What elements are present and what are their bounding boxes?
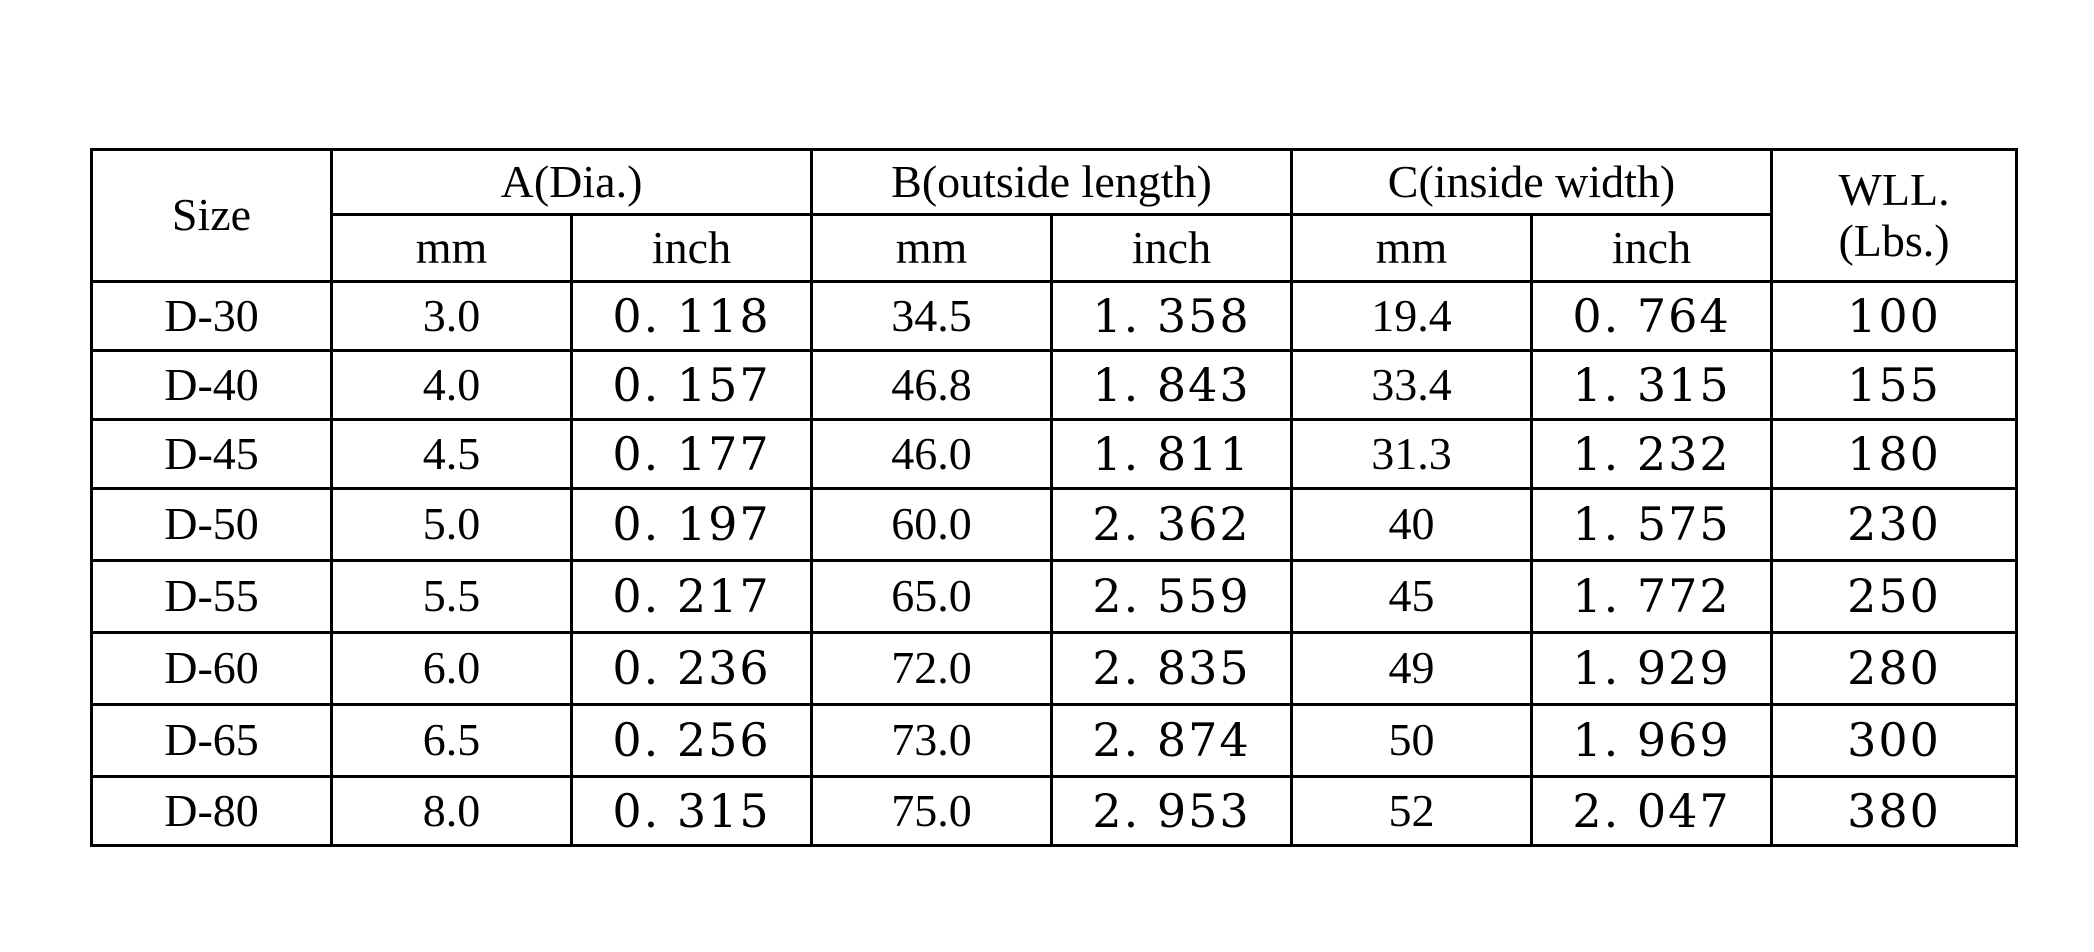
- table-body: [92, 282, 2017, 846]
- cell-a-mm: 8.0: [332, 777, 572, 846]
- unit-header-b-inch: inch: [1052, 215, 1292, 282]
- cell-size: D-50: [92, 489, 332, 561]
- header-row-top: [92, 150, 2017, 215]
- cell-a-mm: 4.5: [332, 420, 572, 489]
- cell-b-mm: 73.0: [812, 705, 1052, 777]
- unit-header-c-inch: inch: [1532, 215, 1772, 282]
- cell-a-inch: 0. 197: [572, 489, 812, 561]
- table-row: [92, 420, 2017, 489]
- cell-a-mm: 4.0: [332, 351, 572, 420]
- cell-b-inch: 1. 358: [1052, 282, 1292, 351]
- size-header: Size: [92, 150, 332, 282]
- cell-b-mm: 60.0: [812, 489, 1052, 561]
- cell-c-mm: 31.3: [1292, 420, 1532, 489]
- cell-c-inch: 1. 772: [1532, 561, 1772, 633]
- cell-c-mm: 50: [1292, 705, 1532, 777]
- cell-a-mm: 5.0: [332, 489, 572, 561]
- cell-c-inch: 1. 575: [1532, 489, 1772, 561]
- cell-a-inch: 0. 157: [572, 351, 812, 420]
- cell-wll: 300: [1772, 705, 2017, 777]
- cell-b-inch: 2. 953: [1052, 777, 1292, 846]
- cell-c-mm: 52: [1292, 777, 1532, 846]
- table-header: [92, 150, 2017, 282]
- cell-a-inch: 0. 236: [572, 633, 812, 705]
- wll-header-line1: WLL.: [1838, 163, 1950, 215]
- group-header-c: C(inside width): [1292, 150, 1772, 215]
- wll-header: [1772, 150, 2017, 282]
- table-row: [92, 561, 2017, 633]
- cell-a-mm: 5.5: [332, 561, 572, 633]
- cell-b-mm: 34.5: [812, 282, 1052, 351]
- cell-b-mm: 46.8: [812, 351, 1052, 420]
- cell-c-mm: 33.4: [1292, 351, 1532, 420]
- cell-b-inch: 1. 811: [1052, 420, 1292, 489]
- cell-a-inch: 0. 217: [572, 561, 812, 633]
- cell-size: D-45: [92, 420, 332, 489]
- cell-wll: 280: [1772, 633, 2017, 705]
- cell-c-inch: 1. 969: [1532, 705, 1772, 777]
- table-row: [92, 777, 2017, 846]
- cell-c-inch: 2. 047: [1532, 777, 1772, 846]
- unit-header-a-inch: inch: [572, 215, 812, 282]
- cell-a-inch: 0. 118: [572, 282, 812, 351]
- group-header-b: B(outside length): [812, 150, 1292, 215]
- cell-c-mm: 49: [1292, 633, 1532, 705]
- cell-b-mm: 65.0: [812, 561, 1052, 633]
- cell-c-mm: 19.4: [1292, 282, 1532, 351]
- cell-b-inch: 2. 559: [1052, 561, 1292, 633]
- cell-size: D-65: [92, 705, 332, 777]
- table-row: [92, 282, 2017, 351]
- cell-a-mm: 6.0: [332, 633, 572, 705]
- unit-header-b-mm: mm: [812, 215, 1052, 282]
- table-row: [92, 351, 2017, 420]
- cell-wll: 155: [1772, 351, 2017, 420]
- group-header-a: A(Dia.): [332, 150, 812, 215]
- cell-b-inch: 2. 835: [1052, 633, 1292, 705]
- cell-b-mm: 75.0: [812, 777, 1052, 846]
- spec-table: [90, 148, 2018, 847]
- unit-header-a-mm: mm: [332, 215, 572, 282]
- cell-c-mm: 45: [1292, 561, 1532, 633]
- cell-wll: 180: [1772, 420, 2017, 489]
- cell-c-inch: 0. 764: [1532, 282, 1772, 351]
- wll-header-line2: (Lbs.): [1838, 214, 1950, 266]
- cell-size: D-80: [92, 777, 332, 846]
- table-row: [92, 489, 2017, 561]
- cell-c-inch: 1. 315: [1532, 351, 1772, 420]
- unit-header-c-mm: mm: [1292, 215, 1532, 282]
- cell-size: D-40: [92, 351, 332, 420]
- cell-c-mm: 40: [1292, 489, 1532, 561]
- header-row-units: [92, 215, 2017, 282]
- cell-b-inch: 2. 362: [1052, 489, 1292, 561]
- cell-a-inch: 0. 315: [572, 777, 812, 846]
- cell-b-mm: 72.0: [812, 633, 1052, 705]
- cell-size: D-60: [92, 633, 332, 705]
- cell-b-inch: 1. 843: [1052, 351, 1292, 420]
- cell-size: D-55: [92, 561, 332, 633]
- cell-b-mm: 46.0: [812, 420, 1052, 489]
- table-row: [92, 705, 2017, 777]
- cell-a-mm: 3.0: [332, 282, 572, 351]
- cell-a-inch: 0. 177: [572, 420, 812, 489]
- cell-a-inch: 0. 256: [572, 705, 812, 777]
- cell-c-inch: 1. 232: [1532, 420, 1772, 489]
- cell-wll: 380: [1772, 777, 2017, 846]
- table-row: [92, 633, 2017, 705]
- cell-a-mm: 6.5: [332, 705, 572, 777]
- cell-wll: 250: [1772, 561, 2017, 633]
- cell-wll: 230: [1772, 489, 2017, 561]
- cell-c-inch: 1. 929: [1532, 633, 1772, 705]
- cell-size: D-30: [92, 282, 332, 351]
- cell-wll: 100: [1772, 282, 2017, 351]
- cell-b-inch: 2. 874: [1052, 705, 1292, 777]
